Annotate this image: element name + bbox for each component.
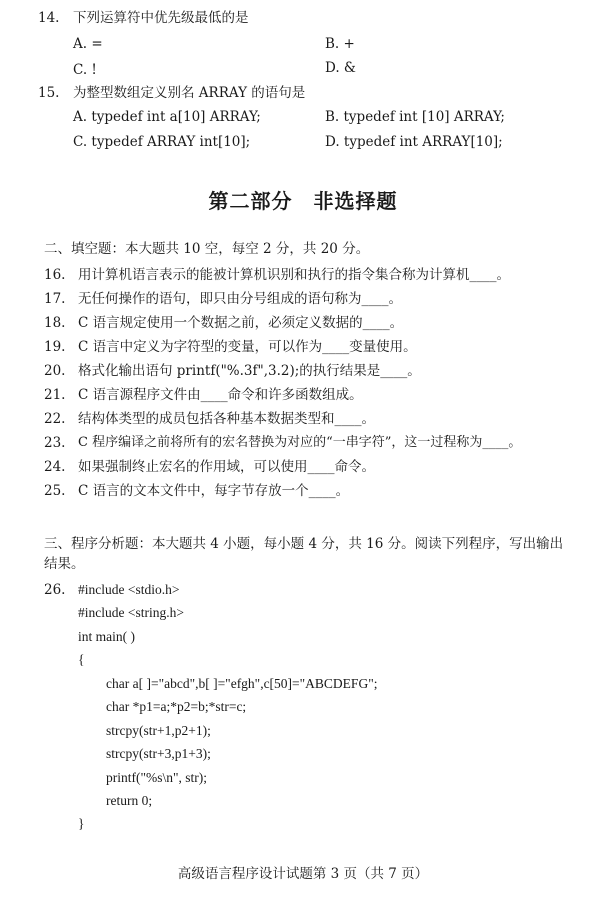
question-text: 无任何操作的语句，即只由分号组成的语句称为____。 — [78, 291, 402, 307]
option-c: C. ! — [73, 62, 97, 78]
code-line: #include <stdio.h> — [78, 582, 180, 597]
section-heading: 三、程序分析题：本大题共 4 小题，每小题 4 分，共 16 分。阅读下列程序，写出输出结果。 — [44, 536, 564, 572]
question-text: C 语言源程序文件由____命令和许多函数组成。 — [78, 387, 363, 403]
option-a: A. = — [73, 36, 103, 52]
option-b: B. typedef int [10] ARRAY; — [325, 109, 505, 125]
question-number: 15. — [38, 85, 60, 101]
part-title: 第二部分 非选择题 — [208, 189, 398, 213]
question-number: 18. — [44, 315, 66, 331]
question-number: 17. — [44, 291, 66, 307]
question-text: 结构体类型的成员包括各种基本数据类型和____。 — [78, 411, 375, 427]
section-heading: 二、填空题：本大题共 10 空，每空 2 分，共 20 分。 — [44, 241, 370, 257]
question-number: 22. — [44, 411, 66, 427]
question-text: 用计算机语言表示的能被计算机识别和执行的指令集合称为计算机____。 — [78, 267, 510, 283]
question-number: 14. — [38, 10, 60, 26]
question-number: 26. — [44, 582, 66, 598]
option-b: B. + — [325, 36, 355, 52]
question-number: 19. — [44, 339, 66, 355]
question-text: 格式化输出语句 printf("%.3f",3.2);的执行结果是____。 — [78, 363, 421, 379]
code-line: strcpy(str+1,p2+1); — [106, 723, 211, 738]
code-line: { — [78, 652, 85, 667]
code-line: return 0; — [106, 793, 153, 808]
code-line: #include <string.h> — [78, 605, 184, 620]
code-line: strcpy(str+3,p1+3); — [106, 746, 211, 761]
question-number: 21. — [44, 387, 66, 403]
code-line: char a[ ]="abcd",b[ ]="efgh",c[50]="ABCDEFG"; — [106, 676, 378, 691]
code-line: char *p1=a;*p2=b;*str=c; — [106, 699, 247, 714]
code-line: printf("%s\n", str); — [106, 770, 208, 785]
option-d: D. typedef int ARRAY[10]; — [325, 134, 503, 150]
question-text: C 程序编译之前将所有的宏名替换为对应的“一串字符”，这一过程称为____。 — [78, 435, 522, 450]
question-text: C 语言规定使用一个数据之前，必须定义数据的____。 — [78, 315, 404, 331]
code-line: int main( ) — [78, 629, 135, 644]
option-c: C. typedef ARRAY int[10]; — [73, 134, 251, 150]
code-line: } — [78, 816, 85, 831]
question-text: 下列运算符中优先级最低的是 — [73, 10, 249, 26]
question-number: 24. — [44, 459, 66, 475]
question-text: 为整型数组定义别名 ARRAY 的语句是 — [73, 85, 306, 101]
question-number: 16. — [44, 267, 66, 283]
question-text: C 语言中定义为字符型的变量，可以作为____变量使用。 — [78, 339, 417, 355]
option-a: A. typedef int a[10] ARRAY; — [73, 109, 261, 125]
page-footer: 高级语言程序设计试题第 3 页（共 7 页） — [177, 866, 429, 882]
question-number: 23. — [44, 435, 66, 451]
question-number: 25. — [44, 483, 66, 499]
question-number: 20. — [44, 363, 66, 379]
question-text: 如果强制终止宏名的作用域，可以使用____命令。 — [78, 459, 375, 475]
question-text: C 语言的文本文件中，每字节存放一个____。 — [78, 483, 350, 499]
option-d: D. & — [325, 60, 356, 76]
